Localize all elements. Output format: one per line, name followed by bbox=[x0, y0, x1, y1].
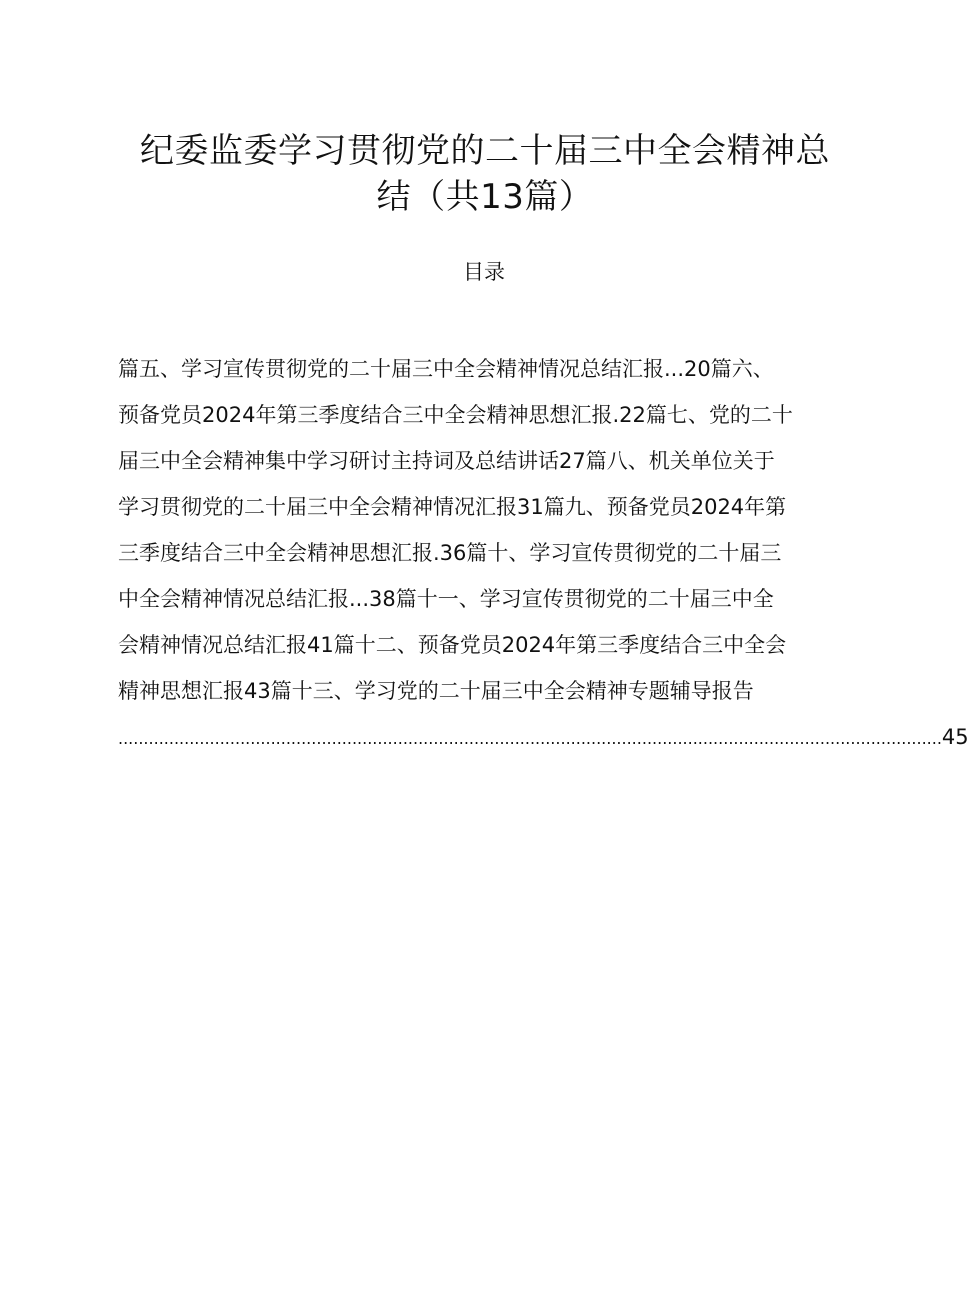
toc-line: 预备党员2024年第三季度结合三中全会精神思想汇报.22篇七、党的二十 bbox=[118, 403, 793, 427]
table-of-contents bbox=[118, 346, 969, 760]
toc-heading: 目录 bbox=[463, 260, 505, 284]
toc-dot-leader: .................................................................................................................................................................. bbox=[118, 729, 942, 748]
toc-line: 会精神情况总结汇报41篇十二、预备党员2024年第三季度结合三中全会 bbox=[118, 633, 787, 657]
toc-page-number: 45 bbox=[941, 725, 969, 749]
toc-line: 篇五、学习宣传贯彻党的二十届三中全会精神情况总结汇报...20篇六、 bbox=[118, 357, 774, 381]
toc-line: 精神思想汇报43篇十三、学习党的二十届三中全会精神专题辅导报告 bbox=[118, 679, 754, 703]
document-title-line-1: 纪委监委学习贯彻党的二十届三中全会精神总 bbox=[140, 131, 830, 171]
toc-line: 三季度结合三中全会精神思想汇报.36篇十、学习宣传贯彻党的二十届三 bbox=[118, 541, 782, 565]
toc-leader-line bbox=[118, 714, 969, 760]
document-title-line-2: 结（共13篇） bbox=[376, 177, 594, 217]
document-title bbox=[130, 128, 840, 220]
toc-line: 中全会精神情况总结汇报...38篇十一、学习宣传贯彻党的二十届三中全 bbox=[118, 587, 774, 611]
toc-line: 学习贯彻党的二十届三中全会精神情况汇报31篇九、预备党员2024年第 bbox=[118, 495, 787, 519]
toc-line: 届三中全会精神集中学习研讨主持词及总结讲话27篇八、机关单位关于 bbox=[118, 449, 775, 473]
